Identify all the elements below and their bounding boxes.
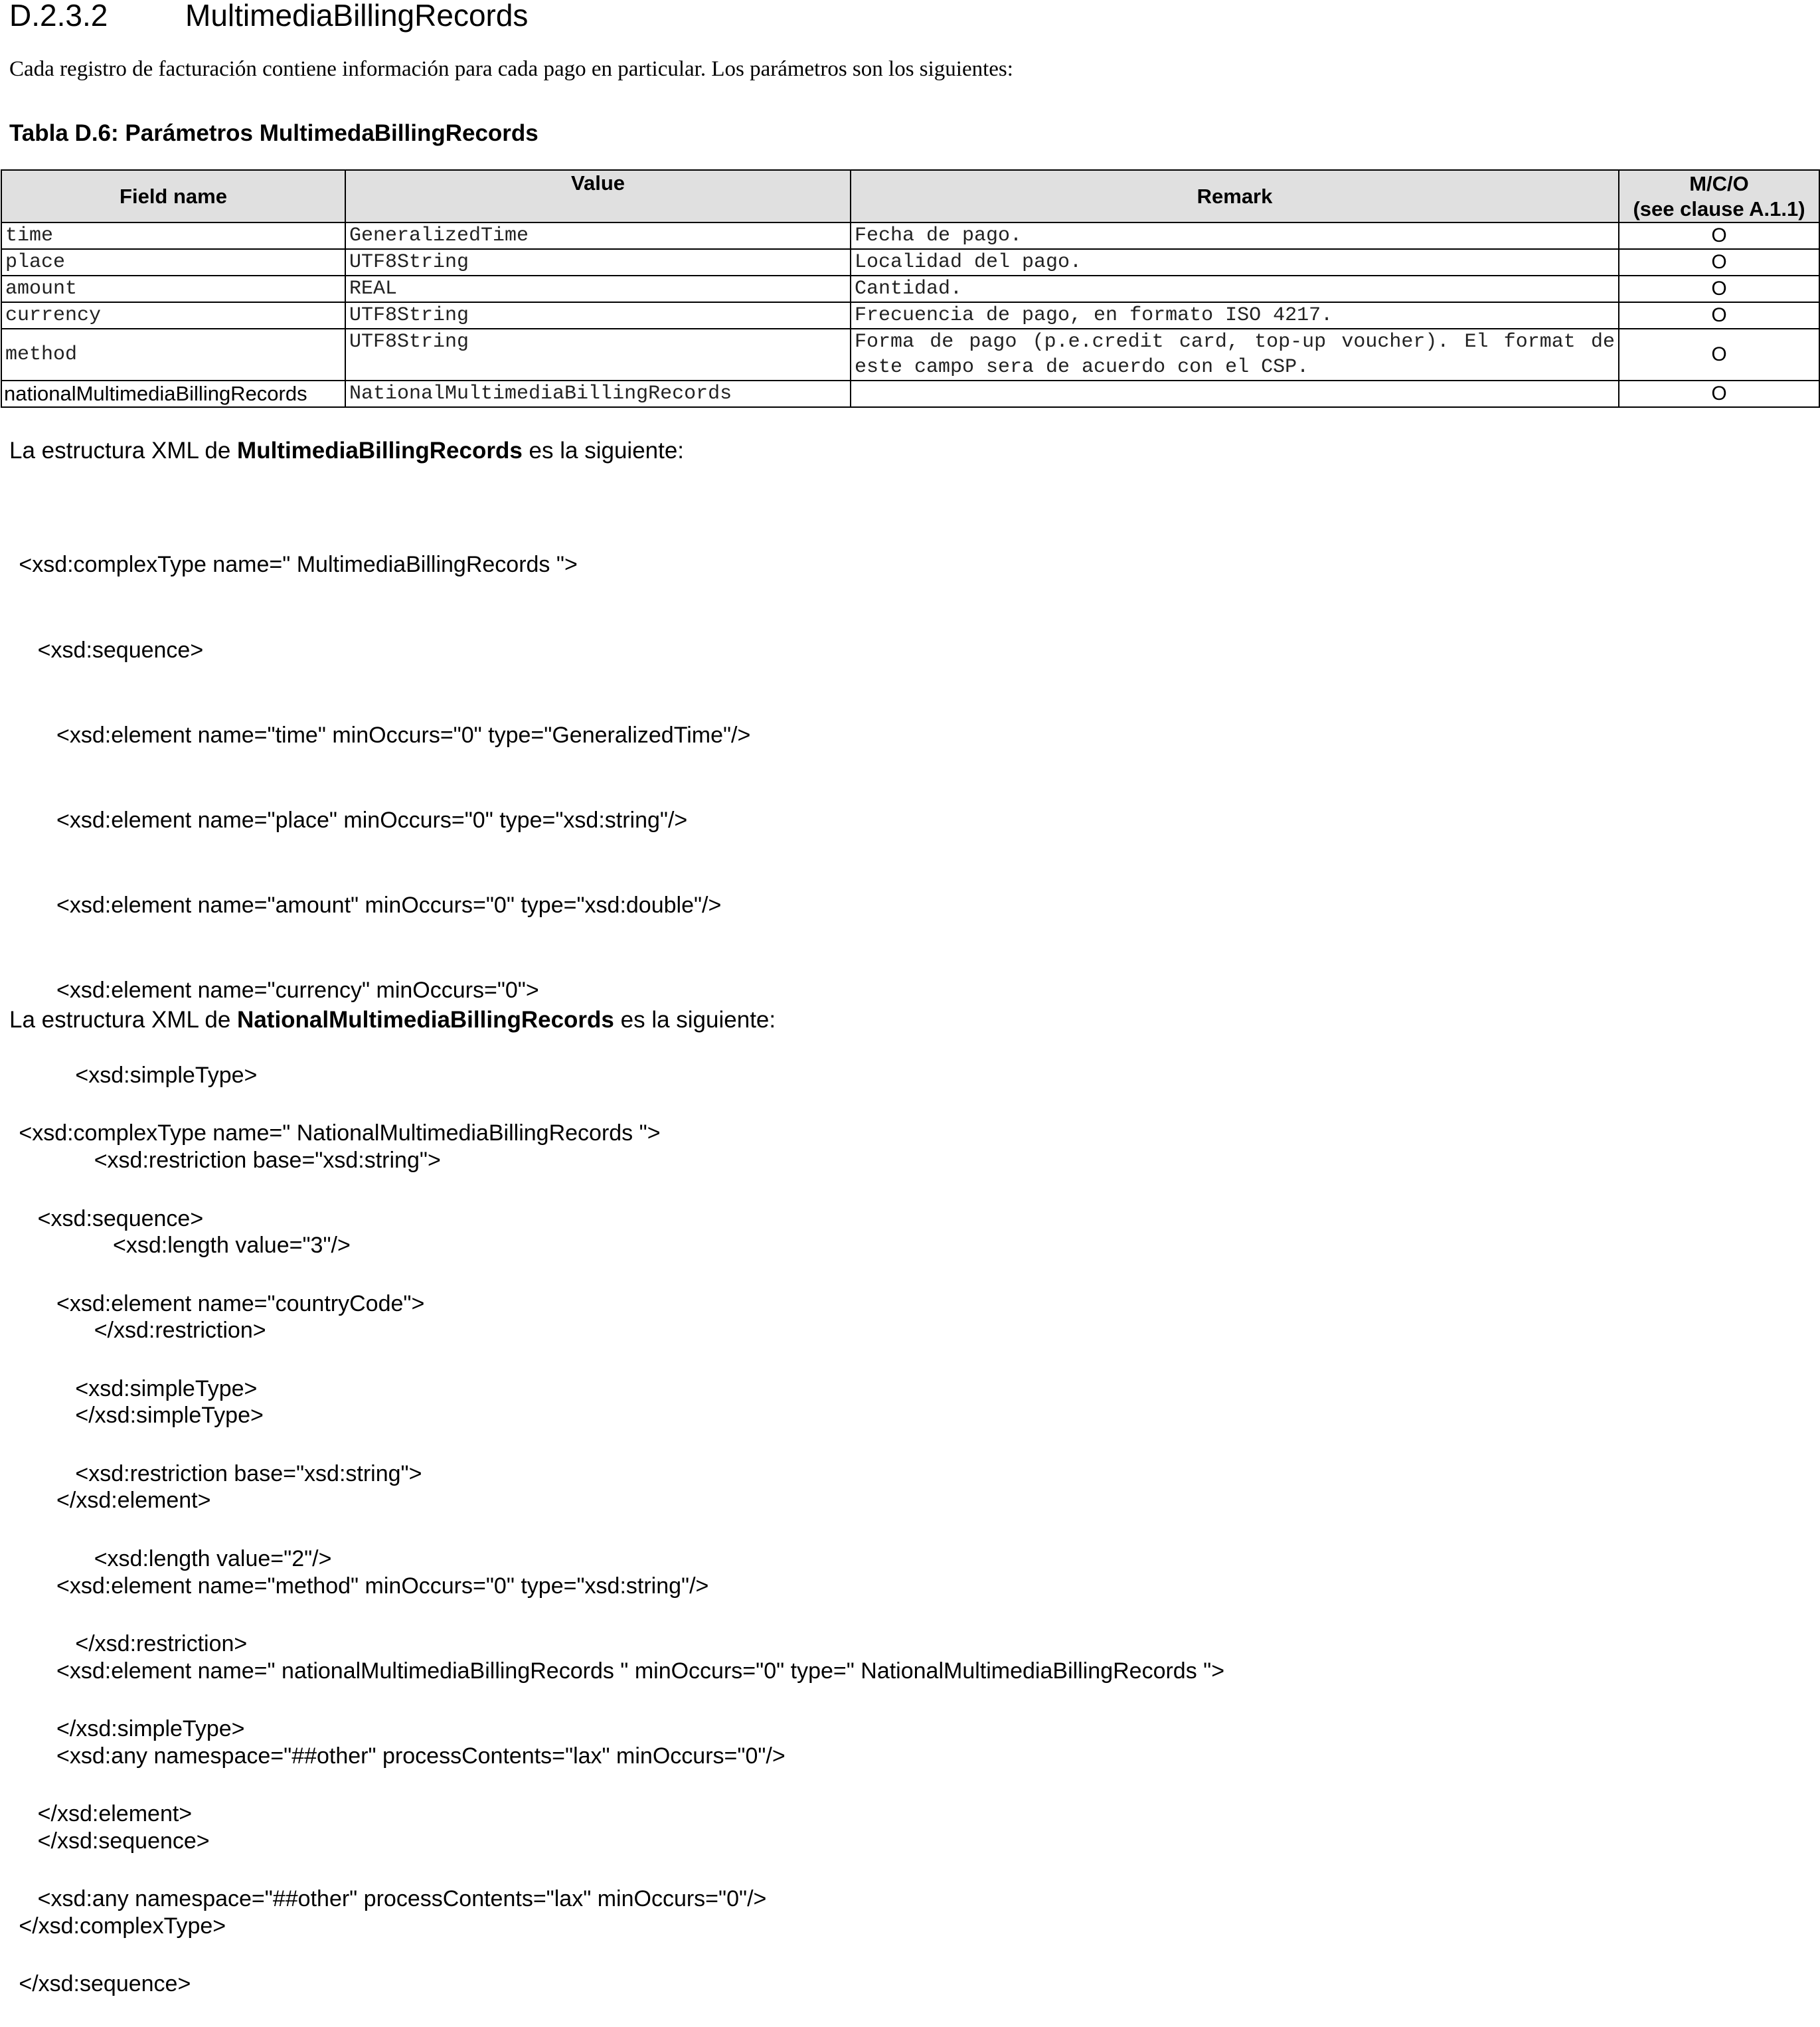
table-caption: Tabla D.6: Parámetros MultimedaBillingRecords bbox=[9, 120, 538, 146]
mco-cell: O bbox=[1619, 381, 1819, 407]
code-line: <xsd:any namespace="##other" processContents="lax" minOccurs="0"/> bbox=[0, 1886, 767, 1912]
code-line: </xsd:element> bbox=[0, 1488, 211, 1514]
table-row bbox=[1, 249, 1819, 276]
xml1-intro-bold: MultimediaBillingRecords bbox=[237, 438, 523, 464]
mco-cell: O bbox=[1619, 276, 1819, 302]
code-line: <xsd:element name="amount" minOccurs="0" type="xsd:double"/> bbox=[0, 892, 722, 918]
code-line: </xsd:sequence> bbox=[0, 1971, 191, 1997]
field-cell: place bbox=[1, 249, 345, 276]
xml1-intro bbox=[9, 436, 684, 466]
value-cell: NationalMultimediaBillingRecords bbox=[345, 381, 851, 407]
code-line: </xsd:restriction> bbox=[0, 1318, 266, 1344]
xml2-intro-bold: NationalMultimediaBillingRecords bbox=[237, 1007, 614, 1033]
field-cell: currency bbox=[1, 302, 345, 329]
value-cell: GeneralizedTime bbox=[345, 222, 851, 249]
code-line: </xsd:restriction> bbox=[0, 1630, 248, 1656]
code-line: </xsd:element> bbox=[0, 1801, 193, 1827]
header-mco-line1: M/C/O bbox=[1689, 171, 1749, 195]
table-row bbox=[1, 302, 1819, 329]
code-line: <xsd:sequence> bbox=[0, 637, 204, 663]
header-field-name: Field name bbox=[1, 170, 345, 222]
section-number: D.2.3.2 bbox=[9, 0, 108, 33]
xml2-intro-before: La estructura XML de bbox=[9, 1007, 238, 1033]
table-header-row bbox=[1, 170, 1819, 222]
code-line: <xsd:element name="currency" minOccurs="0"> bbox=[0, 977, 539, 1003]
code-line: <xsd:length value="2"/> bbox=[0, 1545, 332, 1571]
value-cell: UTF8String bbox=[345, 329, 851, 381]
value-cell: UTF8String bbox=[345, 249, 851, 276]
xml1-intro-after: es la siguiente: bbox=[522, 438, 685, 464]
xml2-intro-after: es la siguiente: bbox=[614, 1007, 776, 1033]
remark-cell: Localidad del pago. bbox=[851, 249, 1619, 276]
mco-cell: O bbox=[1619, 329, 1819, 381]
mco-cell: O bbox=[1619, 302, 1819, 329]
table-row bbox=[1, 329, 1819, 381]
remark-cell: Frecuencia de pago, en formato ISO 4217. bbox=[851, 302, 1619, 329]
code-line: </xsd:simpleType> bbox=[0, 1403, 264, 1429]
header-mco-line2: (see clause A.1.1) bbox=[1633, 197, 1805, 220]
xml1-intro-before: La estructura XML de bbox=[9, 438, 238, 464]
xml2-code-block bbox=[0, 1063, 766, 2027]
code-line: <xsd:element name="method" minOccurs="0" type="xsd:string"/> bbox=[0, 1573, 709, 1599]
remark-cell bbox=[851, 381, 1619, 407]
table-row bbox=[1, 276, 1819, 302]
value-cell: UTF8String bbox=[345, 302, 851, 329]
intro-paragraph: Cada registro de facturación contiene información para cada pago en particular. Los parámetros son los siguientes: bbox=[9, 57, 1013, 81]
remark-cell: Cantidad. bbox=[851, 276, 1619, 302]
code-line: </xsd:sequence> bbox=[0, 1828, 210, 1854]
table-row bbox=[1, 381, 1819, 407]
code-line: <xsd:sequence> bbox=[0, 1205, 204, 1231]
code-line: <xsd:length value="3"/> bbox=[0, 1233, 351, 1259]
remark-cell: Fecha de pago. bbox=[851, 222, 1619, 249]
code-line: <xsd:element name="place" minOccurs="0" type="xsd:string"/> bbox=[0, 807, 688, 833]
field-cell: method bbox=[1, 329, 345, 381]
code-line: <xsd:element name=" nationalMultimediaBillingRecords " minOccurs="0" type=" NationalMultimediaBillingRecords "> bbox=[0, 1658, 1225, 1684]
section-title: MultimediaBillingRecords bbox=[185, 0, 529, 33]
code-line: <xsd:simpleType> bbox=[0, 1375, 258, 1401]
field-cell: time bbox=[1, 222, 345, 249]
code-line: <xsd:element name="time" minOccurs="0" type="GeneralizedTime"/> bbox=[0, 722, 751, 748]
header-remark: Remark bbox=[851, 170, 1619, 222]
code-line: <xsd:simpleType> bbox=[0, 1062, 258, 1088]
code-line: <xsd:complexType name=" MultimediaBillingRecords "> bbox=[0, 552, 578, 578]
field-cell: amount bbox=[1, 276, 345, 302]
code-line: <xsd:restriction base="xsd:string"> bbox=[0, 1148, 441, 1174]
header-mco bbox=[1619, 170, 1819, 222]
code-line: </xsd:simpleType> bbox=[0, 1716, 245, 1742]
code-line: <xsd:element name="countryCode"> bbox=[0, 1290, 425, 1316]
remark-cell: Forma de pago (p.e.credit card, top-up voucher). El format de este campo sera de acuerdo con el CSP. bbox=[851, 329, 1619, 381]
code-line: <xsd:complexType name=" NationalMultimediaBillingRecords "> bbox=[0, 1120, 661, 1146]
field-cell: nationalMultimediaBillingRecords bbox=[1, 381, 345, 407]
code-line: <xsd:any namespace="##other" processContents="lax" minOccurs="0"/> bbox=[0, 1743, 786, 1769]
value-cell: REAL bbox=[345, 276, 851, 302]
code-line: </xsd:complexType> bbox=[0, 1913, 226, 1939]
mco-cell: O bbox=[1619, 249, 1819, 276]
parameters-table bbox=[1, 169, 1820, 408]
header-value: Value bbox=[345, 170, 851, 222]
table-row bbox=[1, 222, 1819, 249]
code-line: <xsd:restriction base="xsd:string"> bbox=[0, 1460, 422, 1486]
mco-cell: O bbox=[1619, 222, 1819, 249]
section-heading bbox=[9, 0, 528, 31]
xml2-intro bbox=[9, 1006, 776, 1035]
